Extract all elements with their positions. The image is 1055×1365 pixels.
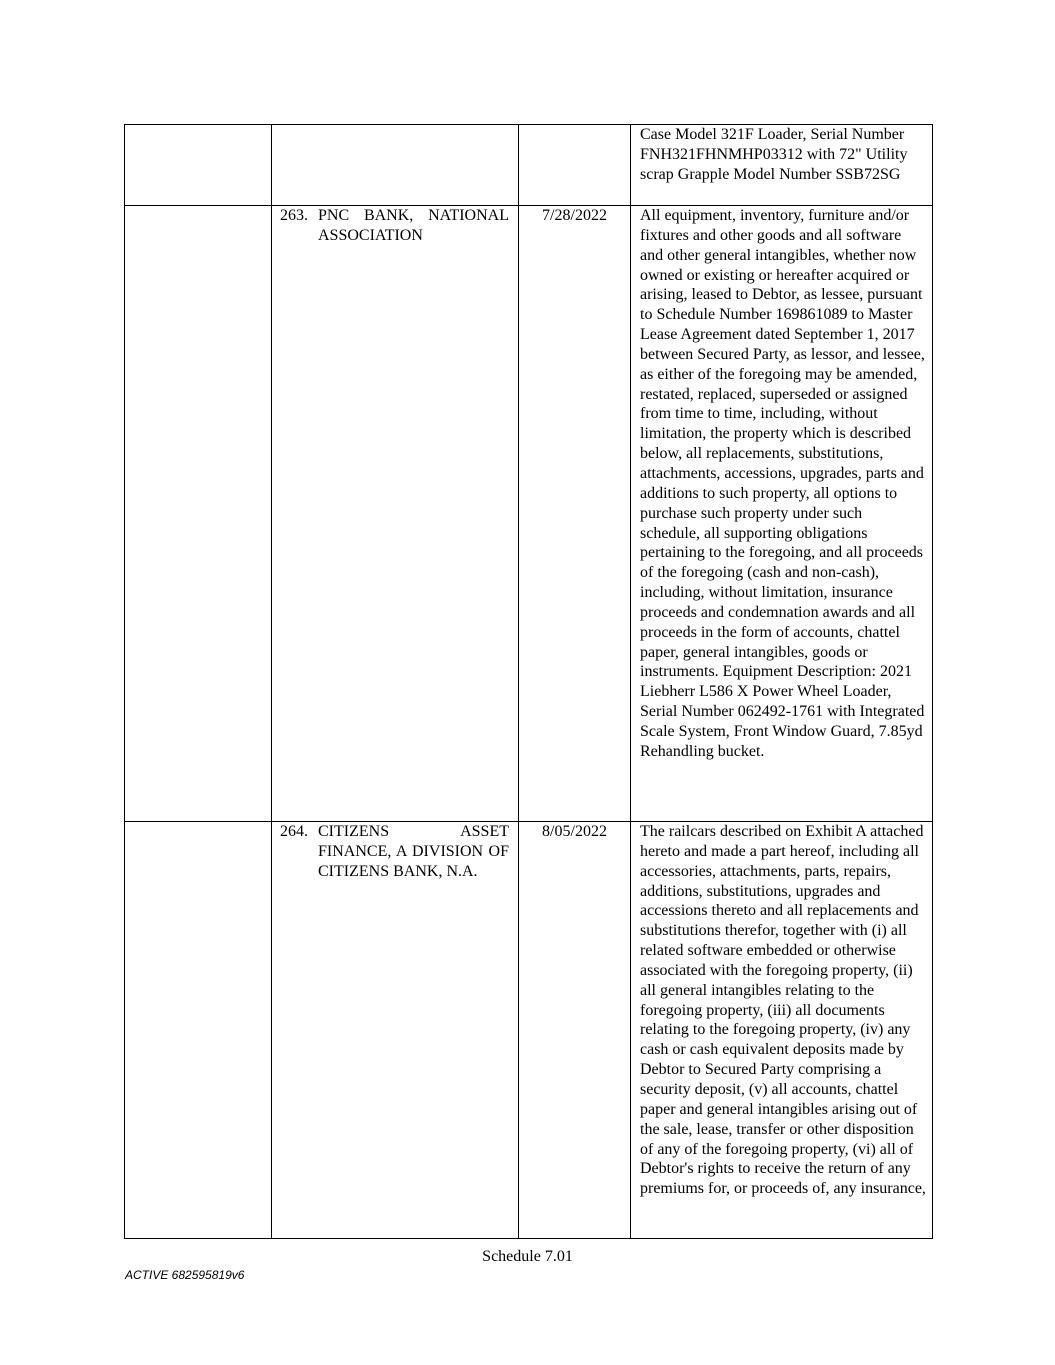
table-row	[125, 206, 933, 822]
entry-number: 264.	[280, 823, 308, 840]
collateral-description: All equipment, inventory, furniture and/or fixtures and other goods and all software and other general intangibles, whether now owned or existing or hereafter acquired or arising, leased to Debtor, as lessee, pursuant to Schedule Number 169861089 to Master Lease Agreement dated September 1, 2017 between Secured Party, as lessor, and lessee, as either of the foregoing may be amended, restated, replaced, superseded or assigned from time to time, including, without limitation, the property which is described below, all replacements, substitutions, attachments, accessions, upgrades, parts and additions to such property, all options to purchase such property under such schedule, all supporting obligations pertaining to the foregoing, and all proceeds of the foregoing (cash and non-cash), including, without limitation, insurance proceeds and condemnation awards and all proceeds in the form of accounts, chattel paper, general intangibles, goods or instruments. Equipment Description: 2021 Liebherr L586 X Power Wheel Loader, Serial Number 062492-1761 with Integrated Scale System, Front Window Guard, 7.85yd Rehandling bucket.	[640, 207, 925, 760]
party-cell	[272, 822, 519, 1239]
date-cell	[519, 206, 631, 822]
filing-date: 7/28/2022	[542, 207, 607, 224]
collateral-cell	[631, 822, 933, 1239]
document-id: ACTIVE 682595819v6	[125, 1268, 245, 1282]
secured-party-name: PNC BANK, NATIONAL ASSOCIATION	[318, 207, 509, 244]
table-row	[125, 822, 933, 1239]
collateral-cell	[631, 125, 933, 206]
blank-cell	[125, 206, 272, 822]
date-cell	[519, 822, 631, 1239]
entry-number: 263.	[280, 207, 308, 224]
secured-party-name: CITIZENS ASSET FINANCE, A DIVISION OF CITIZENS BANK, N.A.	[318, 823, 509, 880]
table-row	[125, 125, 933, 206]
date-cell	[519, 125, 631, 206]
schedule-table	[124, 124, 933, 1239]
collateral-description: The railcars described on Exhibit A attached hereto and made a part hereof, including all accessories, attachments, parts, repairs, additions, substitutions, upgrades and accessions thereto and all replacements and substitutions therefor, together with (i) all related software embedded or otherwise associated with the foregoing property, (ii) all general intangibles relating to the foregoing property, (iii) all documents relating to the foregoing property, (iv) any cash or cash equivalent deposits made by Debtor to Secured Party comprising a security deposit, (v) all accounts, chattel paper and general intangibles arising out of the sale, lease, transfer or other disposition of any of the foregoing property, (vi) all of Debtor's rights to receive the return of any premiums for, or proceeds of, any insurance,	[640, 823, 926, 1198]
blank-cell	[125, 125, 272, 206]
collateral-description: Case Model 321F Loader, Serial Number FNH321FHNMHP03312 with 72" Utility scrap Grapple Model Number SSB72SG	[640, 126, 908, 183]
collateral-cell	[631, 206, 933, 822]
party-cell	[272, 125, 519, 206]
filing-date: 8/05/2022	[542, 823, 607, 840]
party-cell	[272, 206, 519, 822]
schedule-footer: Schedule 7.01	[482, 1248, 573, 1265]
blank-cell	[125, 822, 272, 1239]
